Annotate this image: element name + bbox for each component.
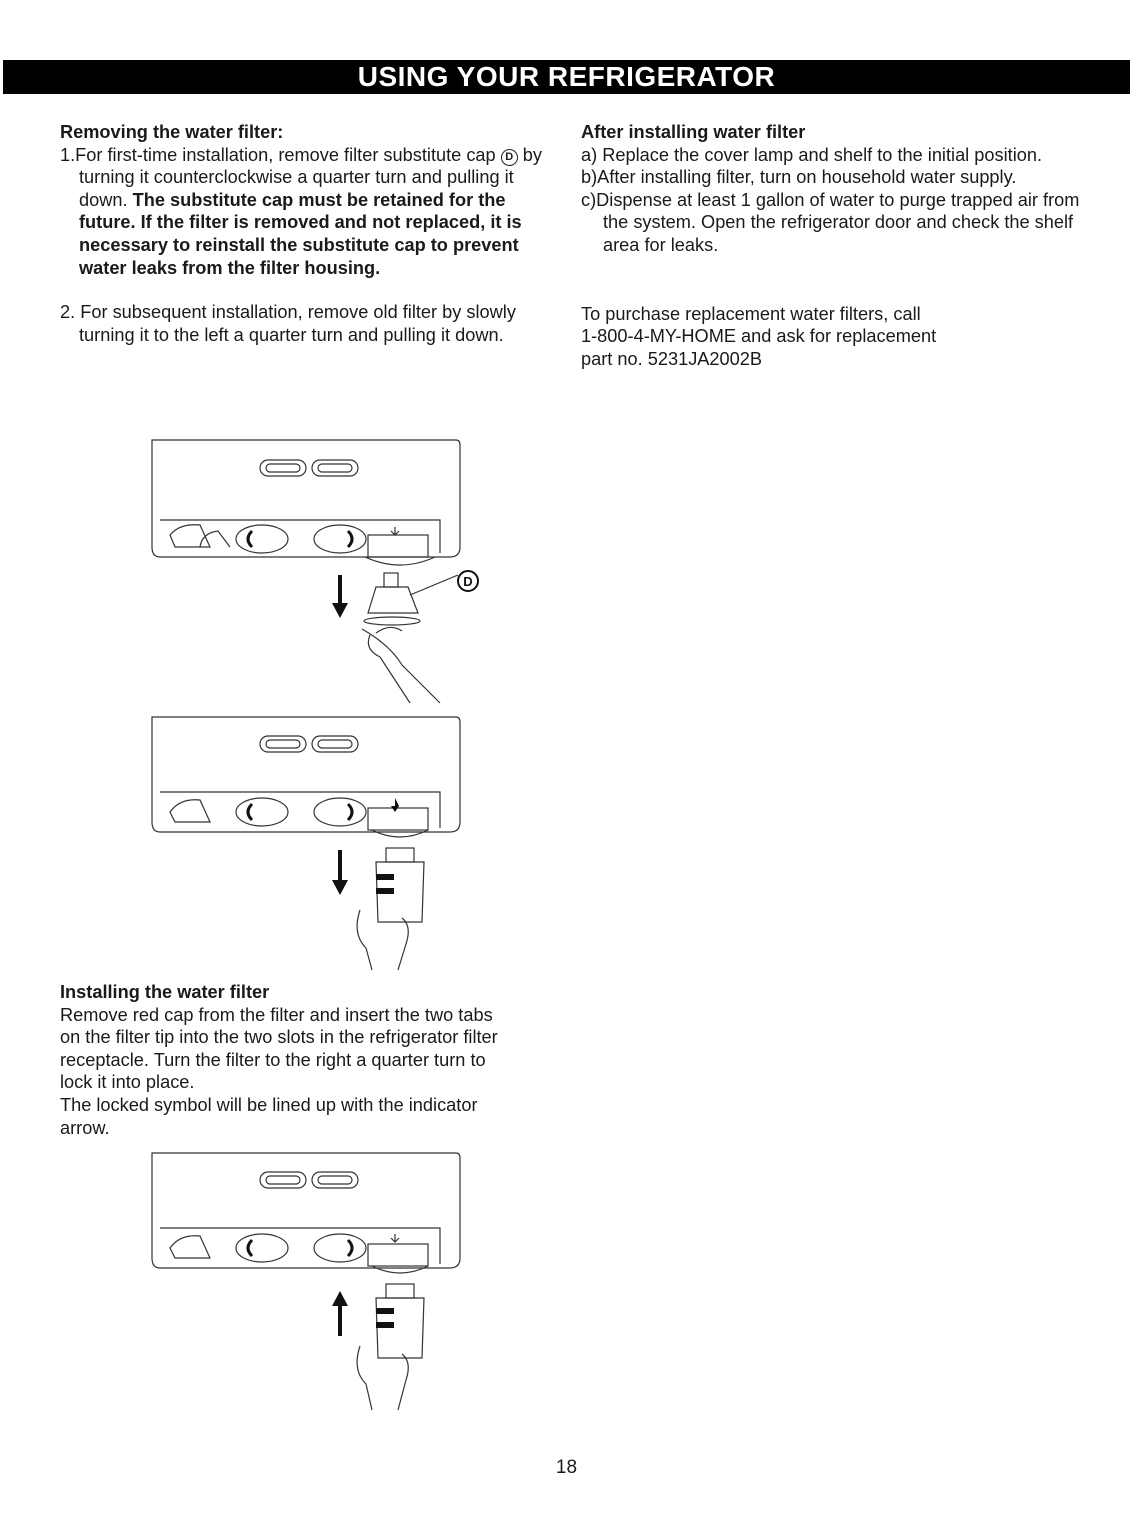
purchase-line-1: To purchase replacement water filters, call <box>581 303 921 324</box>
after-item-a <box>581 144 1101 167</box>
step-1-warning: The substitute cap must be retained for the future. If the filter is removed and not replaced, it is necessary to reinstall the substitute cap to prevent water leaks from the filter housing. <box>79 189 522 278</box>
after-item-text: Dispense at least 1 gallon of water to purge trapped air from the system. Open the refrigerator door and check the shelf area for leaks. <box>596 189 1080 255</box>
step-1-text-b: by turning it counterclockwise a quarter turn and pulling it down. <box>79 144 542 210</box>
step-1-number: 1. <box>60 144 76 165</box>
step-2-number: 2. <box>60 302 76 323</box>
purchase-info <box>581 303 1101 371</box>
figure-callout-d: D <box>463 574 473 589</box>
figure-remove-cap <box>140 435 500 710</box>
purchase-line-2: 1-800-4-MY-HOME and ask for replacement <box>581 326 937 347</box>
removing-section <box>60 121 560 346</box>
installing-heading: Installing the water filter <box>60 982 270 1002</box>
after-item-text: Replace the cover lamp and shelf to the initial position. <box>602 144 1043 165</box>
removing-step-1 <box>60 144 560 280</box>
removing-heading: Removing the water filter: <box>60 122 284 142</box>
after-item-c <box>581 189 1101 257</box>
after-section <box>581 121 1101 370</box>
after-item-text: After installing filter, turn on household water supply. <box>597 167 1017 188</box>
page-title: USING YOUR REFRIGERATOR <box>357 61 776 92</box>
after-heading: After installing water filter <box>581 122 806 142</box>
figure-remove-filter <box>140 712 470 972</box>
installing-text-1: Remove red cap from the filter and insert the two tabs on the filter tip into the two slots in the refrigerator filter receptacle. Turn the filter to the right a quarter turn to lock it into place. <box>60 1004 498 1093</box>
step-1-text-a: For first-time installation, remove filter substitute cap <box>75 144 496 165</box>
circled-d-marker: D <box>501 149 518 166</box>
page-header-banner <box>3 60 1130 94</box>
installing-text-2: The locked symbol will be lined up with the indicator arrow. <box>60 1094 478 1138</box>
step-2-text: For subsequent installation, remove old filter by slowly turning it to the left a quarter turn and pulling it down. <box>79 302 516 345</box>
after-item-label: a) <box>581 144 598 165</box>
installing-section <box>60 981 580 1139</box>
purchase-line-3: part no. 5231JA2002B <box>581 348 763 369</box>
figure-install-filter <box>140 1148 470 1413</box>
after-item-b <box>581 166 1101 189</box>
page-number: 18 <box>555 1457 578 1478</box>
after-item-label: b) <box>581 167 598 188</box>
after-item-label: c) <box>581 189 597 210</box>
removing-step-2 <box>60 301 560 346</box>
